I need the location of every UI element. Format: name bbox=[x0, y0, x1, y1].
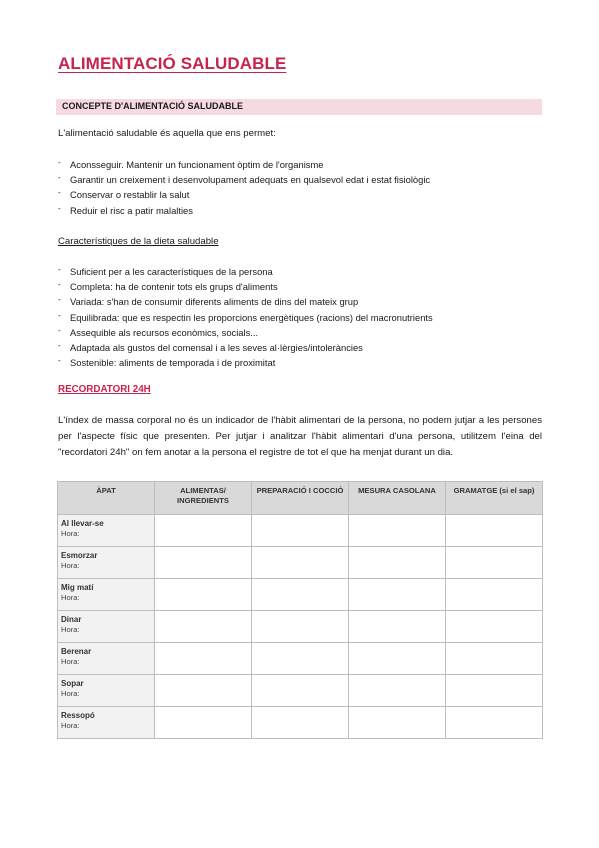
table-row bbox=[58, 707, 543, 739]
table-header-row bbox=[58, 482, 543, 515]
time-label: Hora: bbox=[61, 625, 80, 634]
entry-cell[interactable] bbox=[252, 547, 349, 579]
table-row bbox=[58, 547, 543, 579]
list-item: - Reduir el risc a patir malalties bbox=[58, 203, 430, 218]
section-heading-concept: CONCEPTE D'ALIMENTACIÓ SALUDABLE bbox=[62, 101, 243, 111]
entry-cell[interactable] bbox=[252, 675, 349, 707]
entry-cell[interactable] bbox=[446, 579, 543, 611]
table-row bbox=[58, 643, 543, 675]
entry-cell[interactable] bbox=[252, 643, 349, 675]
time-label: Hora: bbox=[61, 689, 80, 698]
recall-paragraph: L'índex de massa corporal no és un indicador de l'hàbit alimentari de la persona, no podem jutjar a les persones per l'aspecte físic que presenten. Per jutjar i analitzar l'hàbit alimentari d'una persona, utilitzem l'eina del "recordatori 24h" on fem anotar a la persona el registre de tot el que ha menjat durant un dia. bbox=[58, 415, 542, 458]
entry-cell[interactable] bbox=[252, 515, 349, 547]
meal-name: Mig matí bbox=[61, 583, 94, 592]
entry-cell[interactable] bbox=[155, 675, 252, 707]
meal-cell bbox=[58, 579, 155, 611]
entry-cell[interactable] bbox=[446, 611, 543, 643]
entry-cell[interactable] bbox=[252, 611, 349, 643]
meal-cell bbox=[58, 643, 155, 675]
table-row bbox=[58, 579, 543, 611]
page-title: ALIMENTACIÓ SALUDABLE bbox=[58, 54, 287, 73]
entry-cell[interactable] bbox=[349, 515, 446, 547]
entry-cell[interactable] bbox=[155, 707, 252, 739]
column-header-ingredients: ALIMENTAS/ INGREDIENTS bbox=[155, 482, 252, 515]
table-row bbox=[58, 515, 543, 547]
intro-text: L'alimentació saludable és aquella que ens permet: bbox=[58, 128, 276, 139]
time-label: Hora: bbox=[61, 561, 80, 570]
section-heading-band bbox=[56, 99, 542, 115]
meal-name: Dinar bbox=[61, 615, 82, 624]
entry-cell[interactable] bbox=[349, 579, 446, 611]
list-item: - Equilibrada: que es respectin les proporcions energètiques (racions) del macronutrients bbox=[58, 310, 433, 325]
list-item: - Variada: s'han de consumir diferents aliments de dins del mateix grup bbox=[58, 294, 433, 309]
column-header-preparation: PREPARACIÓ I COCCIÓ bbox=[252, 482, 349, 515]
entry-cell[interactable] bbox=[446, 643, 543, 675]
column-header-measure: MESURA CASOLANA bbox=[349, 482, 446, 515]
entry-cell[interactable] bbox=[446, 675, 543, 707]
entry-cell[interactable] bbox=[349, 707, 446, 739]
list-item: - Sostenible: aliments de temporada i de proximitat bbox=[58, 355, 433, 370]
list-item: - Conservar o restablir la salut bbox=[58, 187, 430, 202]
benefits-list bbox=[58, 157, 430, 218]
time-label: Hora: bbox=[61, 529, 80, 538]
recall-heading: RECORDATORI 24H bbox=[58, 384, 151, 395]
table-row bbox=[58, 675, 543, 707]
characteristics-list bbox=[58, 264, 433, 370]
entry-cell[interactable] bbox=[349, 547, 446, 579]
meal-cell bbox=[58, 707, 155, 739]
list-item: - Adaptada als gustos del comensal i a les seves al·lèrgies/intoleràncies bbox=[58, 340, 433, 355]
entry-cell[interactable] bbox=[446, 515, 543, 547]
entry-cell[interactable] bbox=[155, 611, 252, 643]
meal-name: Esmorzar bbox=[61, 551, 98, 560]
entry-cell[interactable] bbox=[155, 547, 252, 579]
list-item: - Suficient per a les característiques de la persona bbox=[58, 264, 433, 279]
meal-cell bbox=[58, 611, 155, 643]
list-item: - Completa: ha de contenir tots els grups d'aliments bbox=[58, 279, 433, 294]
column-header-meal: ÀPAT bbox=[58, 482, 155, 515]
entry-cell[interactable] bbox=[252, 579, 349, 611]
characteristics-heading: Característiques de la dieta saludable bbox=[58, 236, 219, 247]
entry-cell[interactable] bbox=[446, 707, 543, 739]
column-header-grams: GRAMATGE (si el sap) bbox=[446, 482, 543, 515]
entry-cell[interactable] bbox=[349, 643, 446, 675]
meal-cell bbox=[58, 515, 155, 547]
entry-cell[interactable] bbox=[155, 643, 252, 675]
time-label: Hora: bbox=[61, 721, 80, 730]
meal-cell bbox=[58, 675, 155, 707]
entry-cell[interactable] bbox=[155, 579, 252, 611]
entry-cell[interactable] bbox=[155, 515, 252, 547]
entry-cell[interactable] bbox=[446, 547, 543, 579]
meal-name: Sopar bbox=[61, 679, 84, 688]
list-item: - Aconsseguir. Mantenir un funcionament òptim de l'organisme bbox=[58, 157, 430, 172]
time-label: Hora: bbox=[61, 593, 80, 602]
list-item: - Garantir un creixement i desenvolupament adequats en qualsevol edat i estat fisiològic bbox=[58, 172, 430, 187]
table-row bbox=[58, 611, 543, 643]
meal-name: Ressopó bbox=[61, 711, 95, 720]
recall-table bbox=[57, 481, 543, 739]
entry-cell[interactable] bbox=[349, 675, 446, 707]
entry-cell[interactable] bbox=[349, 611, 446, 643]
list-item: - Assequible als recursos econòmics, socials... bbox=[58, 325, 433, 340]
time-label: Hora: bbox=[61, 657, 80, 666]
meal-name: Al llevar-se bbox=[61, 519, 104, 528]
meal-cell bbox=[58, 547, 155, 579]
entry-cell[interactable] bbox=[252, 707, 349, 739]
meal-name: Berenar bbox=[61, 647, 92, 656]
